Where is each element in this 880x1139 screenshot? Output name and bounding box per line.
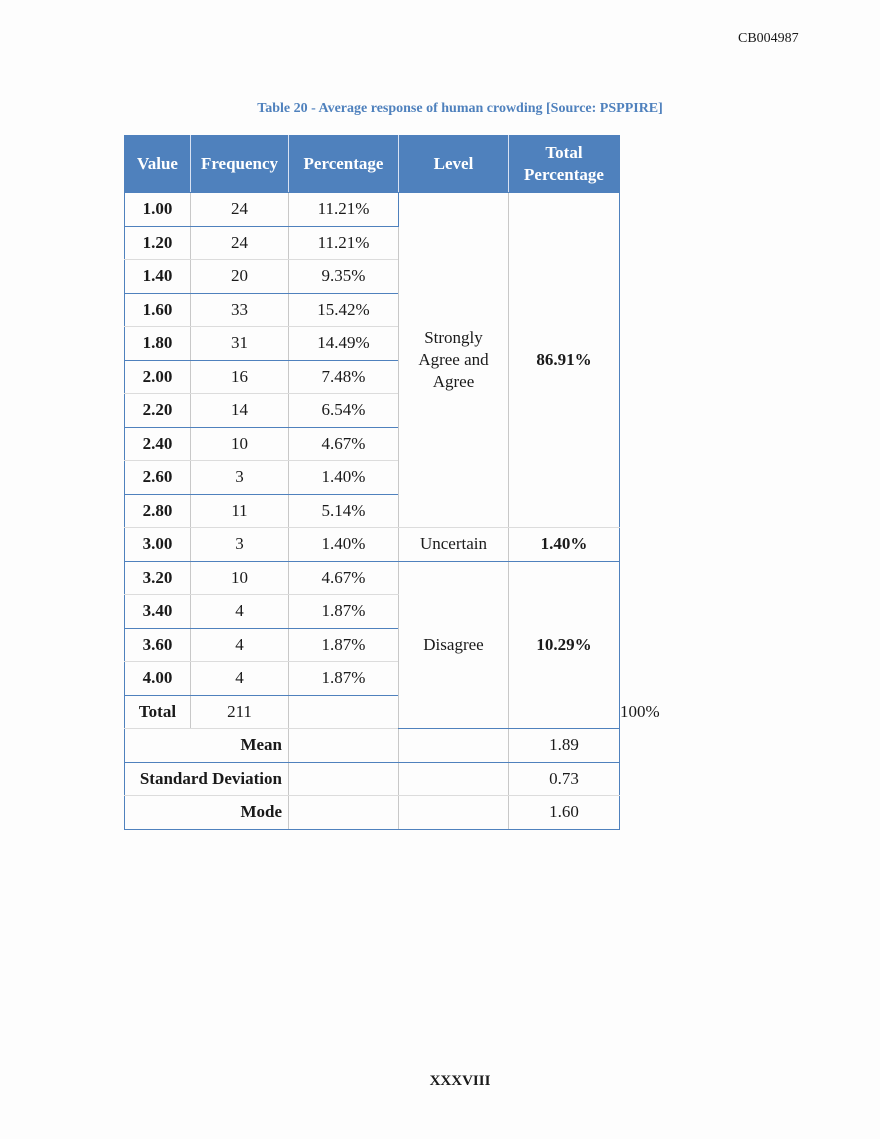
cell-value: 2.60 (125, 461, 191, 495)
cell-level-disagree: Disagree (399, 561, 509, 729)
cell-frequency: 31 (191, 327, 289, 361)
cell-value: 2.00 (125, 360, 191, 394)
mode-row (125, 796, 620, 830)
cell-frequency: 3 (191, 528, 289, 562)
cell-empty (399, 796, 509, 830)
cell-empty (289, 729, 399, 763)
cell-mode-value: 1.60 (509, 796, 620, 830)
cell-frequency: 4 (191, 628, 289, 662)
cell-percentage: 1.40% (289, 528, 399, 562)
cell-total-disagree: 10.29% (509, 561, 620, 729)
cell-value: 3.40 (125, 595, 191, 629)
cell-total-uncertain: 1.40% (509, 528, 620, 562)
cell-value: 4.00 (125, 662, 191, 696)
cell-percentage: 11.21% (289, 193, 399, 227)
cell-percentage: 9.35% (289, 260, 399, 294)
cell-frequency: 33 (191, 293, 289, 327)
cell-value: 1.60 (125, 293, 191, 327)
table-caption: Table 20 - Average response of human crowding [Source: PSPPIRE] (257, 101, 663, 116)
cell-mean-value: 1.89 (509, 729, 620, 763)
header-frequency: Frequency (191, 136, 289, 193)
cell-percentage: 4.67% (289, 427, 399, 461)
cell-value: 3.20 (125, 561, 191, 595)
cell-total-label: Total (125, 695, 191, 729)
header-level: Level (399, 136, 509, 193)
header-percentage: Percentage (289, 136, 399, 193)
table-header-row (125, 136, 620, 193)
response-table (124, 135, 660, 830)
cell-frequency: 11 (191, 494, 289, 528)
cell-empty (399, 762, 509, 796)
cell-total-frequency: 211 (191, 695, 289, 729)
cell-percentage: 6.54% (289, 394, 399, 428)
cell-percentage: 1.87% (289, 595, 399, 629)
cell-percentage: 7.48% (289, 360, 399, 394)
cell-frequency: 20 (191, 260, 289, 294)
cell-value: 3.00 (125, 528, 191, 562)
cell-percentage: 14.49% (289, 327, 399, 361)
document-id: CB004987 (738, 31, 799, 46)
cell-value: 1.00 (125, 193, 191, 227)
cell-mean-label: Mean (125, 729, 289, 763)
cell-value: 2.20 (125, 394, 191, 428)
cell-frequency: 10 (191, 427, 289, 461)
cell-value: 1.40 (125, 260, 191, 294)
table-row (125, 528, 620, 562)
cell-frequency: 16 (191, 360, 289, 394)
cell-percentage: 1.40% (289, 461, 399, 495)
cell-frequency: 4 (191, 595, 289, 629)
cell-mode-label: Mode (125, 796, 289, 830)
cell-value: 1.80 (125, 327, 191, 361)
cell-empty (289, 796, 399, 830)
cell-frequency: 3 (191, 461, 289, 495)
cell-value: 3.60 (125, 628, 191, 662)
cell-total-agree: 86.91% (509, 193, 620, 528)
cell-level-uncertain: Uncertain (399, 528, 509, 562)
cell-percentage: 4.67% (289, 561, 399, 595)
cell-percentage: 1.87% (289, 662, 399, 696)
cell-std-dev-label: Standard Deviation (125, 762, 289, 796)
cell-empty (289, 695, 399, 729)
cell-value: 2.40 (125, 427, 191, 461)
cell-frequency: 4 (191, 662, 289, 696)
cell-frequency: 10 (191, 561, 289, 595)
cell-frequency: 24 (191, 193, 289, 227)
cell-empty (289, 762, 399, 796)
header-total-percentage: Total Percentage (509, 136, 620, 193)
cell-std-dev-value: 0.73 (509, 762, 620, 796)
cell-percentage: 15.42% (289, 293, 399, 327)
table-row (125, 561, 620, 595)
mean-row (125, 729, 620, 763)
page-number: XXXVIII (429, 1073, 491, 1089)
cell-value: 1.20 (125, 226, 191, 260)
cell-percentage: 1.87% (289, 628, 399, 662)
total-row: Total 211 100% (125, 695, 620, 729)
cell-frequency: 24 (191, 226, 289, 260)
header-value: Value (125, 136, 191, 193)
cell-percentage: 11.21% (289, 226, 399, 260)
cell-empty (399, 729, 509, 763)
cell-value: 2.80 (125, 494, 191, 528)
std-dev-row (125, 762, 620, 796)
cell-frequency: 14 (191, 394, 289, 428)
cell-percentage: 5.14% (289, 494, 399, 528)
table-row (125, 193, 620, 227)
cell-level-agree: Strongly Agree and Agree (399, 193, 509, 528)
